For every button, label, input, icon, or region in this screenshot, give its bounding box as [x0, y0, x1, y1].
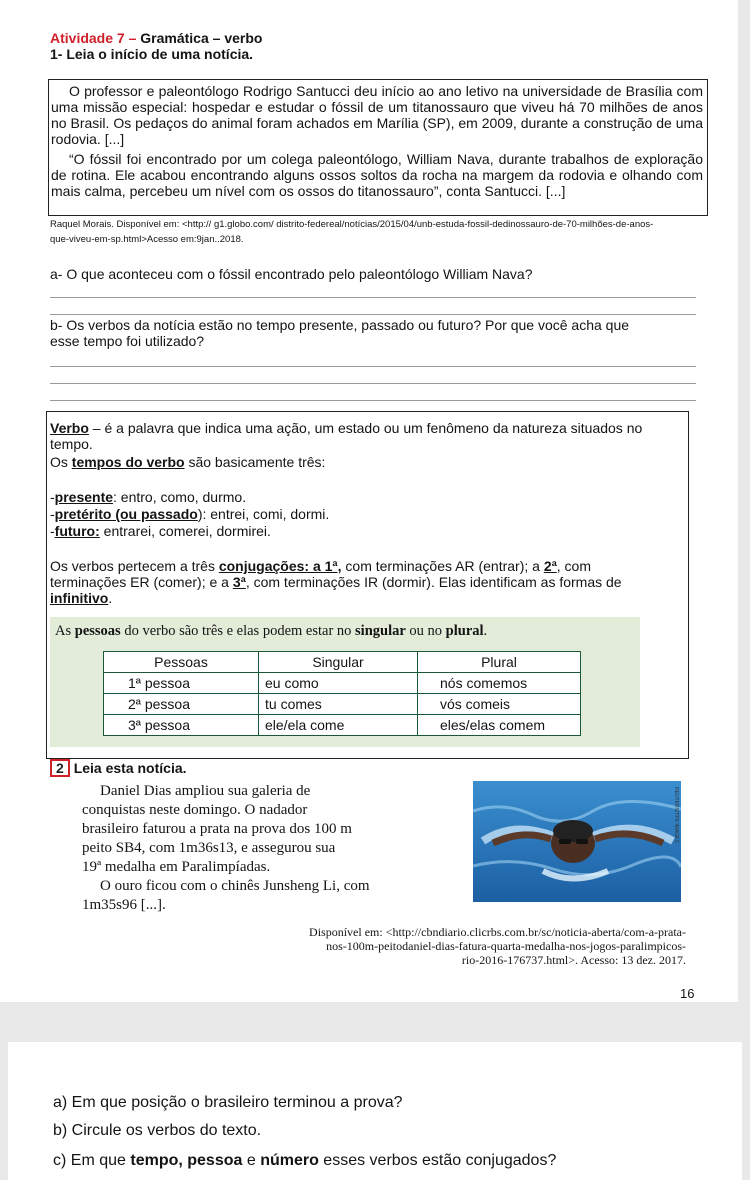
table-header-row — [104, 652, 581, 673]
answer-line[interactable] — [50, 297, 696, 298]
pessoas-text: . — [483, 623, 488, 639]
news2-line: Daniel Dias ampliou sua galeria de — [100, 783, 311, 799]
table-cell: 2ª pessoa — [104, 694, 259, 715]
news2-line: peito SB4, com 1m36s13, e assegurou sua — [82, 840, 336, 856]
worksheet-page-2 — [8, 1042, 742, 1180]
item1-instruction: 1- Leia o início de uma notícia. — [50, 46, 254, 62]
table-cell: nós comemos — [418, 673, 581, 694]
table-row — [104, 673, 581, 694]
conj-text: , com terminações IR (dormir). Elas identificam as formas de — [245, 574, 622, 590]
pessoas-text: do verbo são três e elas podem estar no — [120, 623, 356, 639]
plural-word: plural — [445, 623, 484, 639]
tempos-suffix: são basicamente três: — [184, 454, 326, 470]
question-1b-line1: b- Os verbos da notícia estão no tempo presente, passado ou futuro? Por que você acha que — [50, 317, 630, 333]
question-2c — [53, 1152, 556, 1170]
infinitivo-word: infinitivo — [50, 590, 109, 606]
news2-heading-text: Leia esta notícia. — [73, 760, 187, 776]
table-cell: eu como — [259, 673, 418, 694]
conj-text: . — [108, 590, 113, 606]
futuro-examples: entrarei, comerei, dormirei. — [99, 523, 271, 539]
news2-line: 19ª medalha em Paralimpíadas. — [82, 859, 271, 875]
verbo-def-line2: tempo. — [50, 436, 93, 452]
conj-text: Os verbos pertecem a três — [50, 558, 219, 574]
table-row — [104, 694, 581, 715]
news2-source — [120, 925, 686, 967]
verbo-word: Verbo — [50, 420, 89, 436]
activity-title-text: Gramática – verbo — [140, 30, 263, 46]
news2-source-line: rio-2016-176737.html>. Acesso: 13 dez. 2017. — [461, 953, 686, 967]
question-2b: b) Circule os verbos do texto. — [53, 1122, 262, 1139]
presente-word: presente — [54, 489, 114, 505]
table-cell: tu comes — [259, 694, 418, 715]
photo-credit: REUTERS/TPX IMAGES — [673, 787, 679, 843]
pessoas-word: pessoas — [74, 623, 121, 639]
news2-source-line: nos-100m-peitodaniel-dias-fatura-quarta-medalha-nos-jogos-paralimpicos- — [326, 939, 686, 953]
news2-text — [82, 782, 462, 915]
pessoas-text: ou no — [405, 623, 446, 639]
answer-line[interactable] — [50, 314, 696, 315]
swimmer-photo-icon — [473, 781, 681, 902]
news1-box — [48, 79, 708, 216]
news2-line: 1m35s96 [...]. — [82, 897, 166, 913]
third-conj: 3ª — [232, 574, 246, 590]
conj-text: com terminações AR (entrar); a — [341, 558, 544, 574]
news1-paragraph2: “O fóssil foi encontrado por um colega paleontólogo, William Nava, durante trabalhos de exploração de rotina. Ele acabou encontrando alguns ossos soltos da rocha na margem da rodovia e olhando com mais calma, percebeu um nível com os ossos do titanossauro”, conta Santucci. [...] — [51, 151, 703, 199]
news1-source-line2: que-viveu-em-sp.html>Acesso em:9jan..2018. — [50, 234, 244, 245]
table-cell: eles/elas comem — [418, 715, 581, 736]
dash: - — [50, 523, 55, 539]
header-pessoas: Pessoas — [104, 652, 259, 673]
header-plural: Plural — [418, 652, 581, 673]
question-2c-bold: número — [260, 1152, 319, 1169]
answer-line[interactable] — [50, 400, 696, 401]
preterito-word: pretérito (ou passado — [54, 506, 198, 522]
conj-text: , com — [556, 558, 592, 574]
conjugacoes-paragraph — [50, 558, 685, 606]
news1-paragraph1: O professor e paleontólogo Rodrigo Santucci deu início ao ano letivo na universidade de Brasília com uma missão especial: hospedar e estudar o fóssil de um titanossauro que viveu há 70 milhões de anos no Brasil. Os pedaços do animal foram achados em Marília (SP), em 2009, durante a construção de uma rodovia. [...] — [51, 83, 703, 147]
tempos-list — [50, 489, 329, 539]
pessoas-text: As — [55, 623, 75, 639]
futuro-word: futuro: — [54, 523, 100, 539]
dash: - — [50, 506, 55, 522]
preterito-examples: ): entrei, comi, dormi. — [197, 506, 330, 522]
item-number-badge: 2 — [50, 759, 70, 777]
question-1b — [50, 317, 629, 349]
news1-source — [50, 219, 720, 246]
news2-source-line: Disponível em: <http://cbndiario.clicrbs.com.br/sc/noticia-aberta/com-a-prata- — [309, 925, 686, 939]
verbo-def-line1: – é a palavra que indica uma ação, um estado ou um fenômeno da natureza situados no — [88, 420, 643, 436]
header-singular: Singular — [259, 652, 418, 673]
news2-line: brasileiro faturou a prata na prova dos 100 m — [82, 821, 352, 837]
tempo-futuro — [50, 523, 329, 539]
answer-line[interactable] — [50, 383, 696, 384]
conjugacoes-word: conjugações: a 1ª, — [218, 558, 342, 574]
singular-word: singular — [355, 623, 406, 639]
news1-source-line1: Raquel Morais. Disponível em: <http:// g1.globo.com/ distrito-federeal/notícias/2015/04/unb-estuda-fossil-dedinossauro-de-70-milhões-de-anos- — [50, 219, 654, 230]
second-conj: 2ª — [543, 558, 557, 574]
question-2a: a) Em que posição o brasileiro terminou a prova? — [53, 1094, 403, 1111]
page-number: 16 — [680, 986, 695, 1001]
table-cell: 1ª pessoa — [104, 673, 259, 694]
question-2c-bold: tempo, pessoa — [130, 1152, 243, 1169]
presente-examples: : entro, como, durmo. — [113, 489, 247, 505]
conj-text: terminações ER (comer); e a — [50, 574, 233, 590]
dash: - — [50, 489, 55, 505]
question-2c-text: esses verbos estão conjugados? — [318, 1152, 557, 1169]
tempos-prefix: Os — [50, 454, 72, 470]
verbo-definition — [50, 420, 685, 470]
news2-line: conquistas neste domingo. O nadador — [82, 802, 308, 818]
question-1b-line2: esse tempo foi utilizado? — [50, 333, 205, 349]
table-row — [104, 715, 581, 736]
tempos-word: tempos do verbo — [71, 454, 185, 470]
table-cell: 3ª pessoa — [104, 715, 259, 736]
activity-title-red: Atividade 7 – — [50, 30, 141, 46]
news2-line: O ouro ficou com o chinês Junsheng Li, com — [100, 878, 370, 894]
table-cell: vós comeis — [418, 694, 581, 715]
question-2c-text: e — [242, 1152, 261, 1169]
swimmer-photo — [473, 781, 681, 902]
tempo-preterito — [50, 506, 329, 522]
tempo-presente — [50, 489, 329, 505]
activity-title — [50, 30, 262, 46]
pessoas-intro — [55, 623, 487, 640]
answer-line[interactable] — [50, 366, 696, 367]
conjugation-table — [103, 651, 581, 736]
news2-heading — [50, 759, 187, 777]
table-cell: ele/ela come — [259, 715, 418, 736]
question-1a: a- O que aconteceu com o fóssil encontrado pelo paleontólogo William Nava? — [50, 266, 533, 282]
question-2c-text: c) Em que — [53, 1152, 131, 1169]
